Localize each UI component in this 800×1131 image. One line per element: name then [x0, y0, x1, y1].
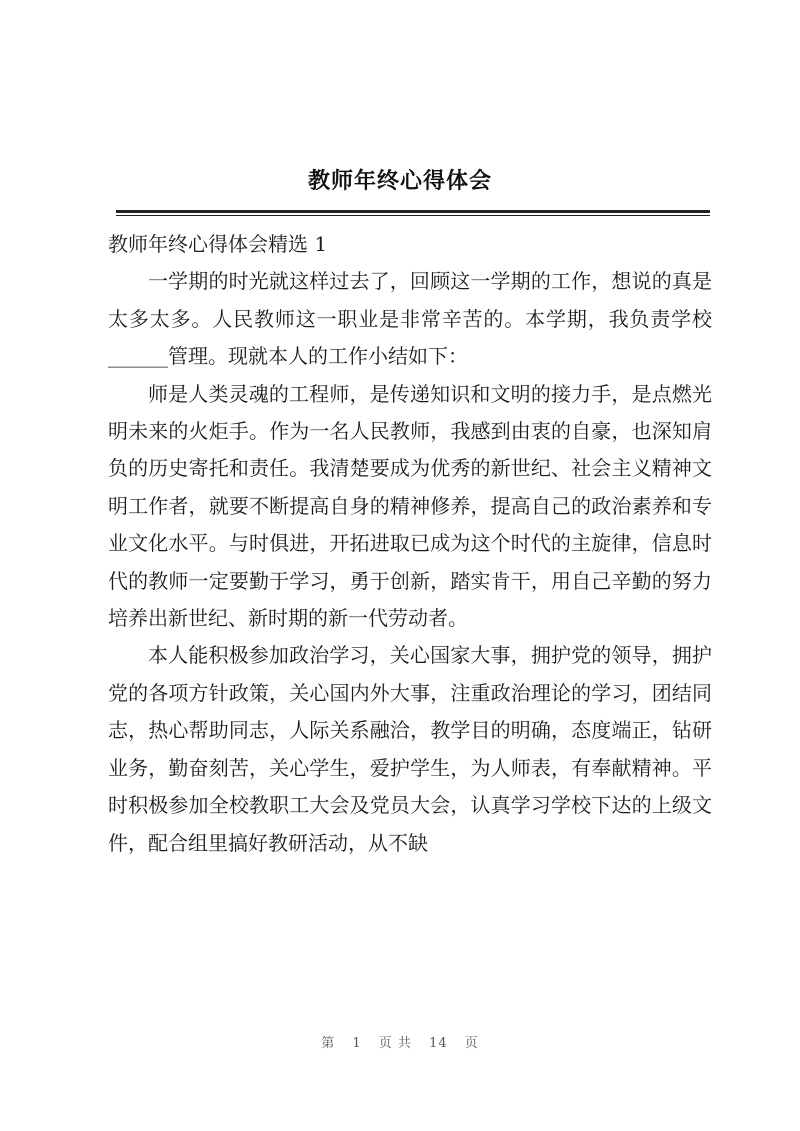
document-body	[108, 226, 712, 862]
paragraph-1: 一学期的时光就这样过去了，回顾这一学期的工作，想说的真是太多太多。人民教师这一职业是非常辛苦的。本学期，我负责学校______管理。现就本人的工作小结如下：	[108, 269, 712, 369]
title-divider-thick	[116, 210, 710, 213]
paragraph-2: 师是人类灵魂的工程师，是传递知识和文明的接力手，是点燃光明未来的火炬手。作为一名人民教师，我感到由衷的自豪，也深知肩负的历史寄托和责任。我清楚要成为优秀的新世纪、社会主义精神文明工作者，就要不断提高自身的精神修养，提高自己的政治素养和专业文化水平。与时俱进，开拓进取已成为这个时代的主旋律，信息时代的教师一定要勤于学习，勇于创新，踏实肯干，用自己辛勤的努力培养出新世纪、新时期的新一代劳动者。	[108, 381, 712, 631]
page-footer	[0, 1032, 800, 1051]
footer-middle: 页 共	[378, 1036, 412, 1051]
page-title: 教师年终心得体会	[307, 169, 492, 194]
paragraph-3: 本人能积极参加政治学习，关心国家大事，拥护党的领导，拥护党的各项方针政策，关心国内外大事，注重政治理论的学习，团结同志，热心帮助同志，人际关系融洽，教学目的明确，态度端正，钻研业务，勤奋刻苦，关心学生，爱护学生，为人师表，有奉献精神。平时积极参加全校教职工大会及党员大会，认真学习学校下达的上级文件，配合组里搞好教研活动，从不缺	[108, 643, 712, 855]
footer-page-number: 1	[352, 1036, 362, 1051]
footer-total-pages: 14	[429, 1036, 448, 1051]
section-heading: 教师年终心得体会精选 1	[108, 232, 328, 256]
title-divider-thin	[116, 215, 710, 216]
footer-prefix: 第	[321, 1036, 336, 1051]
footer-suffix: 页	[464, 1036, 479, 1051]
